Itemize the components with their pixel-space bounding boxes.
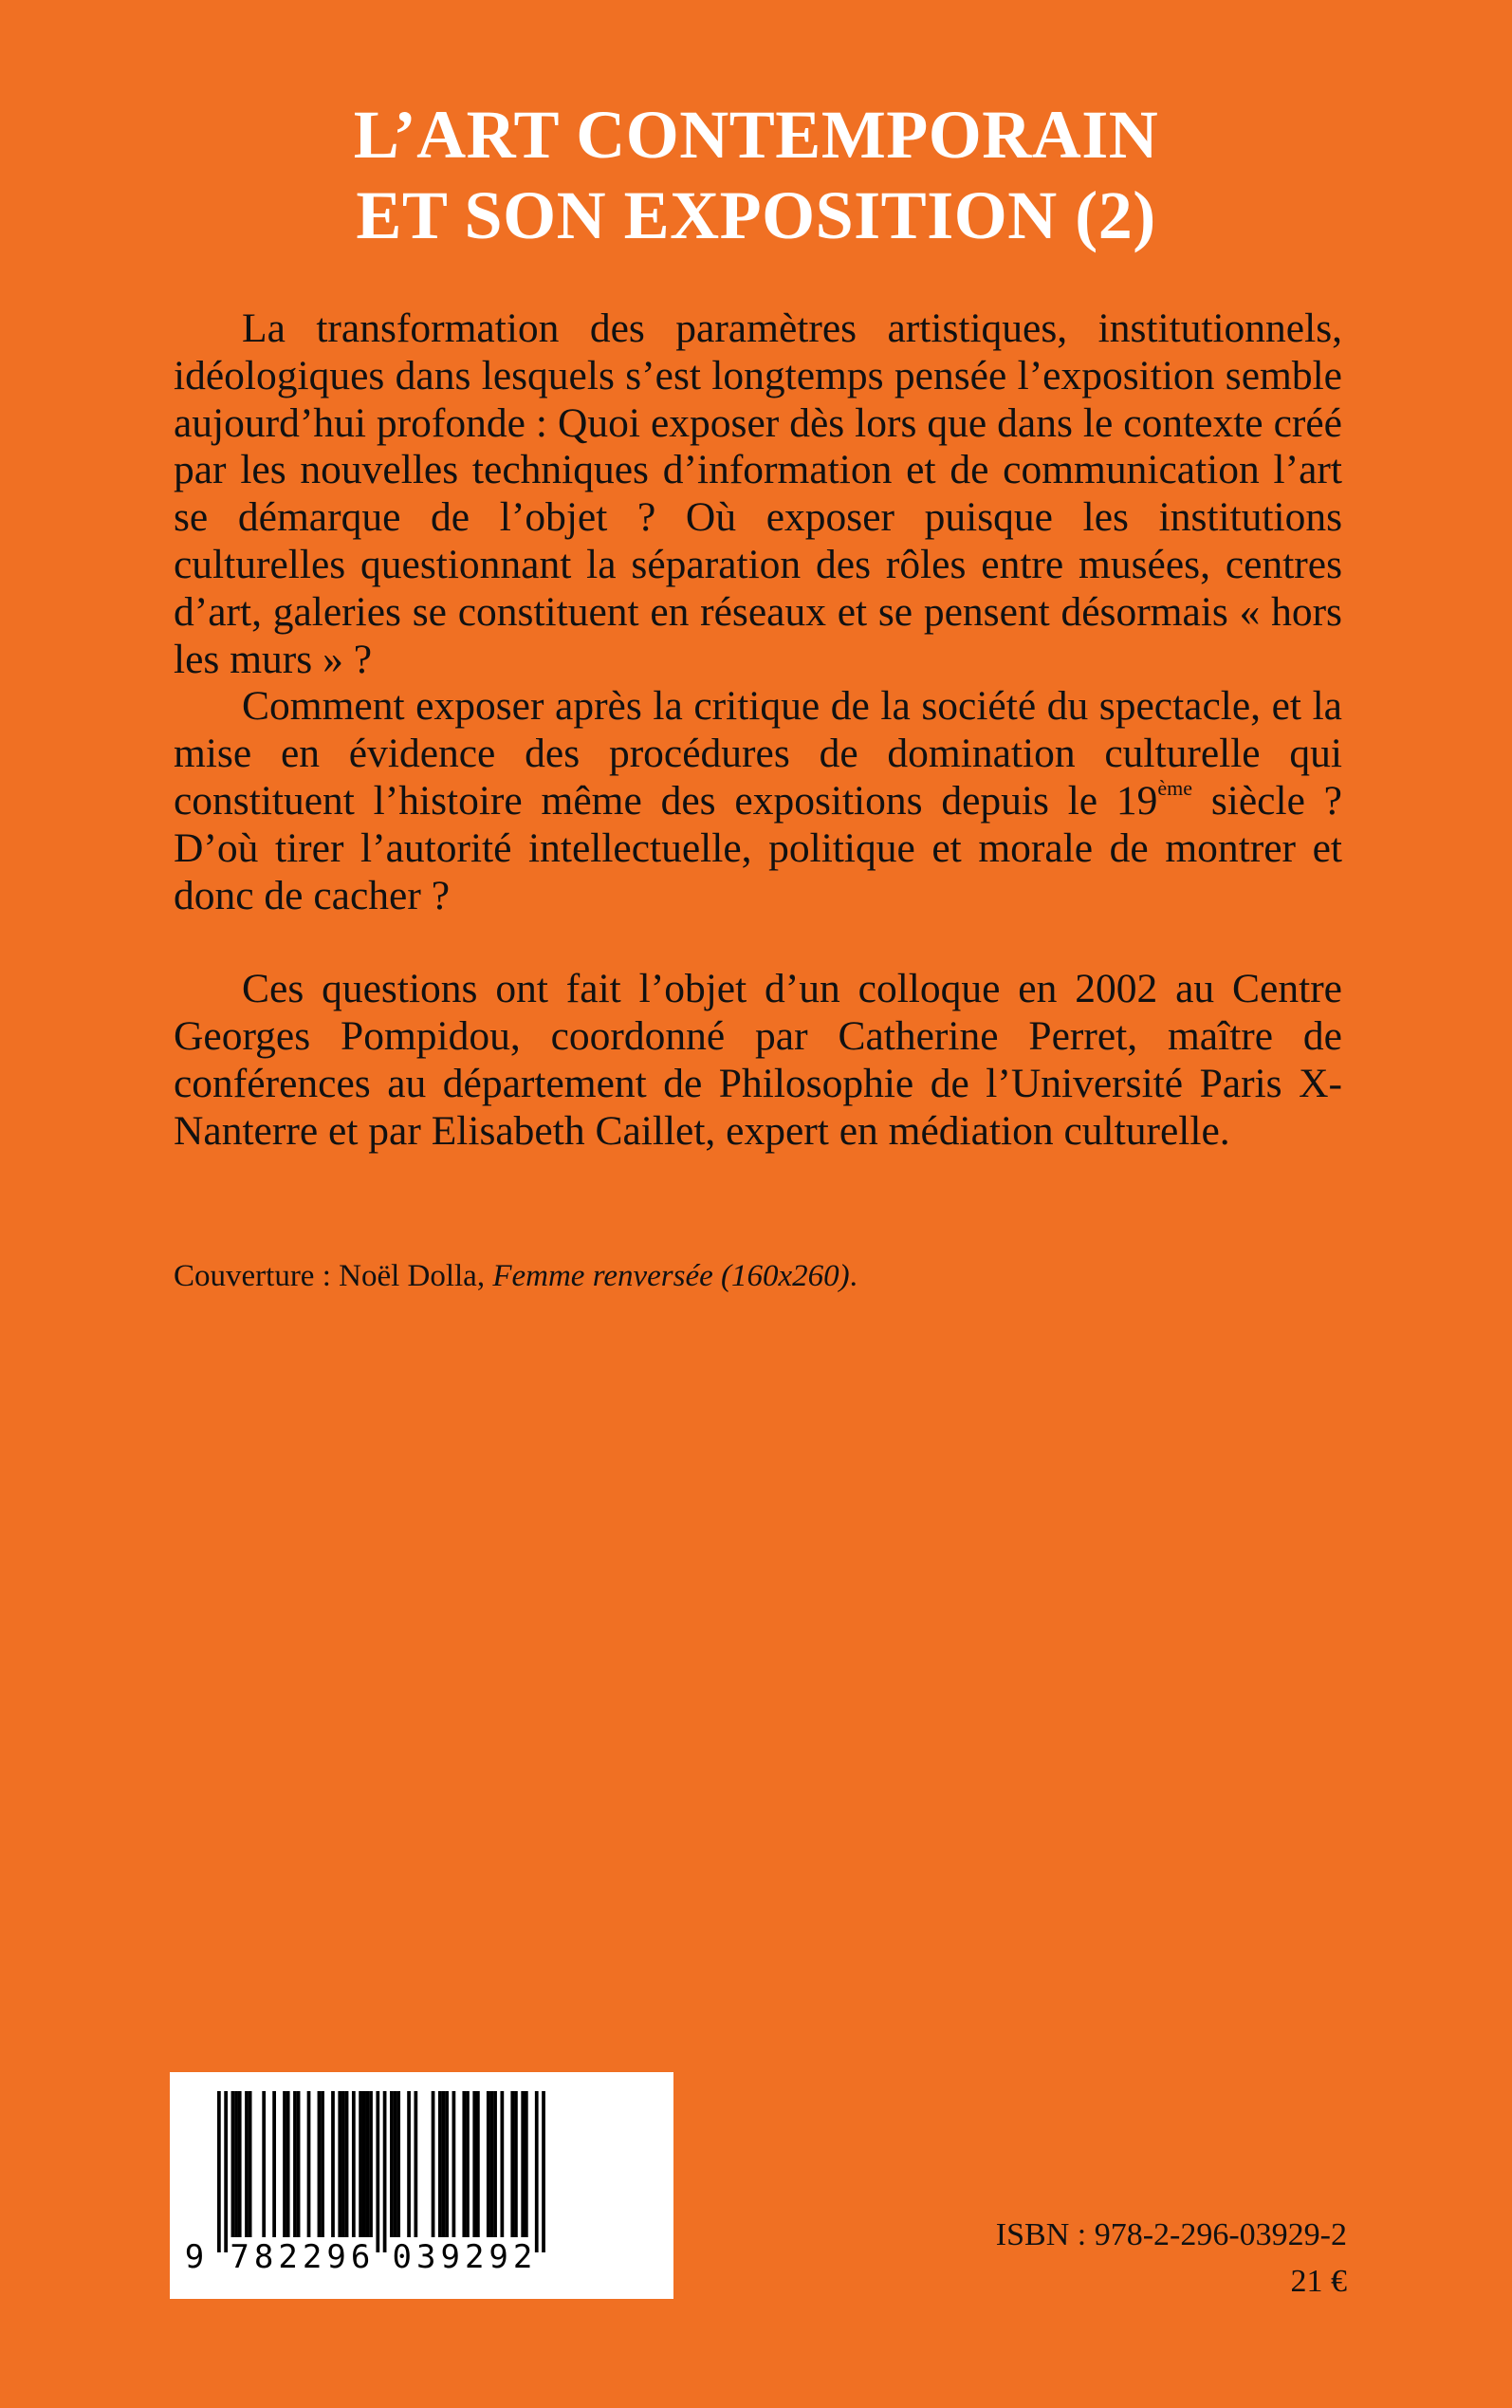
cover-credit — [174, 1257, 857, 1295]
barcode-bar — [283, 2091, 286, 2237]
barcode-bar — [217, 2091, 221, 2252]
barcode-bar — [245, 2091, 249, 2237]
title-line-1: L’ART CONTEMPORAIN — [353, 97, 1159, 173]
barcode-bar — [369, 2091, 373, 2237]
barcode-digit: 9 — [184, 2238, 205, 2276]
cover-credit-end: . — [849, 1259, 857, 1293]
barcode-bar — [493, 2091, 497, 2237]
barcode-digit: 7 — [230, 2238, 249, 2276]
barcode-digit: 2 — [302, 2238, 323, 2276]
barcode-bar — [249, 2091, 252, 2237]
price: 21 € — [1290, 2264, 1347, 2299]
barcode-bar — [445, 2091, 449, 2237]
barcode-bar — [521, 2091, 525, 2237]
barcode-bar — [297, 2091, 301, 2237]
barcode-bar — [331, 2091, 335, 2237]
barcode-bar — [359, 2091, 362, 2237]
barcode-digit: 9 — [489, 2238, 508, 2276]
barcode-bar — [352, 2091, 356, 2237]
barcode-bar — [542, 2091, 545, 2252]
superscript-eme: ème — [1157, 776, 1193, 801]
barcode-bar — [490, 2091, 494, 2237]
blurb — [174, 306, 1342, 1156]
blurb-paragraph-3: Ces questions ont fait l’objet d’un colloque en 2002 au Centre Georges Pompidou, coordonné par Catherine Perret, maître de conférences au département de Philosophie de l’Université Paris X-Nanterre et par Elisabeth Caillet, expert en médiation culturelle. — [174, 966, 1342, 1154]
barcode-bar — [345, 2091, 349, 2237]
barcode-digit: 9 — [326, 2238, 346, 2276]
barcode-bar — [514, 2091, 518, 2237]
barcode-bar — [510, 2091, 514, 2237]
barcode-bar — [476, 2091, 480, 2237]
blurb-paragraph-2-end: siècle ? D’où tirer l’autorité intellectuelle, politique et morale de montrer et donc de cacher ? — [174, 777, 1342, 918]
blurb-paragraph-2 — [174, 683, 1342, 919]
barcode-bar — [224, 2091, 228, 2252]
barcode-bar — [231, 2091, 235, 2237]
barcode-bar — [390, 2091, 394, 2237]
barcode-bar — [238, 2091, 242, 2237]
barcode-digit: 2 — [278, 2238, 298, 2276]
barcode-bar — [338, 2091, 341, 2237]
book-title — [0, 95, 1512, 256]
isbn: ISBN : 978-2-296-03929-2 — [995, 2217, 1347, 2252]
barcode-bar — [286, 2091, 290, 2237]
barcode-bar — [383, 2091, 387, 2252]
title-line-2: ET SON EXPOSITION (2) — [356, 177, 1156, 253]
barcode-bar — [525, 2091, 528, 2237]
barcode-bar — [394, 2091, 397, 2237]
barcode-bar — [487, 2091, 490, 2237]
barcode-bar — [442, 2091, 446, 2237]
barcode-bar — [366, 2091, 370, 2237]
barcode-bars — [217, 2091, 545, 2252]
barcode-digit: 2 — [512, 2238, 533, 2276]
barcode-bar — [272, 2091, 276, 2237]
barcode-bar — [535, 2091, 539, 2252]
barcode-bar — [262, 2091, 266, 2237]
barcode-digits — [185, 2238, 533, 2276]
barcode-bar — [452, 2091, 456, 2237]
barcode-digit: 0 — [392, 2238, 412, 2276]
barcode-bar — [307, 2091, 311, 2237]
barcode-digit: 6 — [350, 2238, 371, 2276]
blurb-paragraph-2-start: Comment exposer après la critique de la société du spectacle, et la mise en évidence des procédures de domination culturelle qui constituent l’histoire même des expositions depuis le 19 — [174, 683, 1342, 824]
barcode-digit: 2 — [464, 2238, 485, 2276]
barcode-bar — [362, 2091, 366, 2237]
barcode-bar — [472, 2091, 476, 2237]
barcode-bar — [396, 2091, 400, 2237]
barcode-digit: 9 — [440, 2238, 460, 2276]
barcode-bar — [407, 2091, 411, 2237]
barcode-digit: 3 — [415, 2238, 436, 2276]
barcode-bar — [414, 2091, 417, 2237]
barcode-bar — [462, 2091, 466, 2237]
cover-credit-work: Femme renversée (160x260) — [492, 1259, 850, 1293]
barcode-graphic — [170, 2072, 673, 2299]
barcode-bar — [500, 2091, 504, 2237]
barcode-bar — [321, 2091, 324, 2237]
blurb-paragraph-1: La transformation des paramètres artistiques, institutionnels, idéologiques dans lesquels s’est longtemps pensée l’exposition semble aujourd’hui profonde : Quoi exposer dès lors que dans le contexte créé par les nouvelles techniques d’information et de communication l’art se démarque de l’objet ? Où exposer puisque les institutions culturelles questionnant la séparation des rôles entre musées, centres d’art, galeries se constituent en réseaux et se pensent désormais « hors les murs » ? — [174, 306, 1342, 682]
barcode-bar — [293, 2091, 297, 2237]
barcode-bar — [318, 2091, 322, 2237]
cover-credit-artist: Couverture : Noël Dolla, — [174, 1259, 486, 1293]
barcode-bar — [234, 2091, 238, 2237]
barcode-bar — [376, 2091, 379, 2252]
barcode-digit: 8 — [253, 2238, 274, 2276]
barcode-bar — [438, 2091, 442, 2237]
barcode-bar — [432, 2091, 435, 2237]
barcode-bar — [341, 2091, 345, 2237]
barcode-bar — [466, 2091, 470, 2237]
barcode — [170, 2072, 673, 2299]
